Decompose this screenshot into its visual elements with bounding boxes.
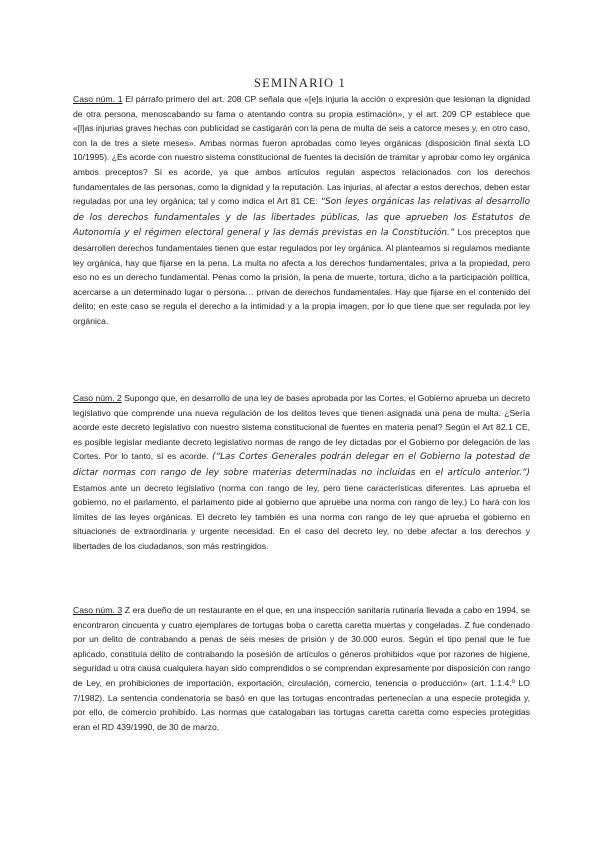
case-3-text-a: Z era dueño de un restaurante en el que, en una inspección sanitaria rutinaria llevada a cabo en 1994, se encontraron cincuenta y cuatro ejemplares de tortugas boba o caretta caretta muertas y congeladas. Z fue condenado por un delito de contrabando a penas de seis meses de prisión y de 30.000 euros. Según el tipo penal que le fue aplicado, constituía delito de contrabando la posesión de artículos o géneros prohibidos «que por razones de higiene, seguridad u otra causa cualquiera hayan sido comprendidos o se comprendan expresamente por disposición con rango de Ley, en prohibiciones de importación, exportación, circulación, comercio, tenencia o producción» (art. 1.1.4.º LO 7/1982). La sentencia condenatoria se basó en que las tortugas encontradas pertenecían a una especie protegida y, por ello, de comercio prohibido. Las normas que catalogaban las tortugas caretta caretta como especies protegidas eran el RD 439/1990, de 30 de marzo, [73,605,530,732]
case-1-text-a: El párrafo primero del art. 208 CP señala que «[e]s injuria la acción o expresión que lesionan la dignidad de otra persona, menoscabando su fama o atentando contra su propia estimación», y el art. 209 CP establece que «[l]as injurias graves hechas con publicidad se castigarán con la pena de multa de seis a catorce meses y, en otro caso, con la de tres a siete meses». Ambas normas fueron aprobadas como leyes orgánicas (disposición final sexta LO 10/1995). ¿Es acorde con nuestro sistema constitucional de fuentes la decisión de tramitar y aprobar como ley orgánica ambos preceptos? Sí es acorde, ya que ambos artículos regulan aspectos relacionados con los derechos fundamentales de las personas, como la dignidad y la reputación. Las injurias, al afectar a estos derechos, deben estar reguladas por una ley orgánica; tal y como indica el Art 81 CE: [73,94,530,207]
case-2-label: Caso núm. 2 [73,393,122,403]
page-title: SEMINARIO 1 [253,76,347,90]
case-1-text-b: Los preceptos que desarrollen derechos fundamentales tienen que estar regulados por ley orgánica. Al plantearnos si regulamos mediante ley orgánica, hay que fijarse en la pena. La multa no afecta a los derechos fundamentales; priva a la propiedad, pero eso no es un derecho fundamental. Penas como la prisión, la pena de muerte, tortura, dicho a la participación política, acercarse a un determinado lugar o persona… privan de derechos fundamentales. Hay que fijarse en el contenido del delito; en este caso se regula el derecho a la intimidad y a la propia imagen, por lo que tiene que ser regulada por ley orgánica. [73,227,530,326]
case-2-paragraph [73,391,530,554]
case-3-paragraph [73,603,530,734]
case-2-text-b: Estamos ante un decreto legislativo (norma con rango de ley, pero tiene características diferentes. Las aprueba el gobierno, no el parlamento, el parlamento pide al gobierno que apruebe una norma con rango de ley.) Lo hará con los límites de las leyes orgánicas. El decreto ley también es una norma con rango de ley que aprueba el gobierno en situaciones de extraordinaria y urgente necesidad. En el caso del decreto ley, no debe afectar a los derechos y libertades de los ciudadanos, son más restringidos. [73,482,530,551]
case-3-label: Caso núm. 3 [73,605,123,615]
case-1-label: Caso núm. 1 [73,94,123,104]
case-1-quote: “Son leyes orgánicas las relativas al desarrollo de los derechos fundamentales y de las libertades públicas, las que aprueben los Estatutos de Autonomía y el régimen electoral general y las demás previstas en la Constitución.” [73,197,530,239]
case-1-paragraph [73,92,530,329]
case-2-quote: (“Las Cortes Generales podrán delegar en el Gobierno la potestad de dictar normas con rango de ley sobre materias determinadas no incluidas en el artículo anterior.”) [73,452,530,478]
case-2-text-a: Supongo que, en desarrollo de una ley de bases aprobada por las Cortes, el Gobierno aprueba un decreto legislativo que comprende una nueva regulación de los delitos leves que tienen asignada una pena de multa. ¿Sería acorde este decreto legislativo con nuestro sistema constitucional de fuentes en materia penal? Según el Art 82.1 CE, es posible legislar mediante decreto legislativo normas de rango de ley dictadas por el Gobierno por delegación de las Cortes. Por lo tanto, sí es acorde. [73,393,530,462]
